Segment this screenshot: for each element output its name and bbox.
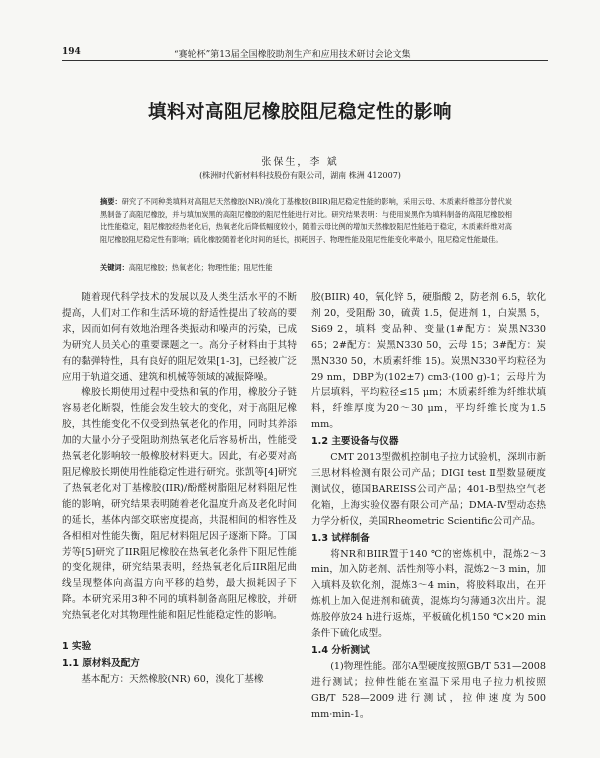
journal-title: “赛轮杯”第13届全国橡胶助剂生产和应用技术研讨会论文集 bbox=[174, 50, 411, 60]
intro-paragraph-2: 橡胶长期使用过程中受热和氧的作用，橡胶分子链容易老化断裂，性能会发生较大的变化，对于高阻尼橡胶，其性能变化不仅受到热氧老化的作用，同时其养添加的大量小分子受阻助剂热氧老化后容易析出，性能受热氧老化影响较一般橡胶材料更大。因此，有必要对高阻尼橡胶长期使用性能稳定性进行研究。张凯等[4]研究了热氧老化对丁基橡胶(IIR)/酚醛树脂阻尼材料阻尼性能的影响，研究结果表明随着老化温度升高及老化时间的延长，基体内部交联密度提高，共混相间的相容性及各相相对性能失衡，阻尼材料阻尼因子逐渐下降。丁国芳等[5]研究了IIR阻尼橡胶在热氧老化条件下阻尼性能的变化规律，研究结果表明，经热氧老化后IIR阻尼曲线呈现整体向高温方向平移的趋势，最大损耗因子下降。本研究采用3种不同的填料制备高阻尼橡胶，并研究热氧老化对其物理性能和阻尼性能稳定性的影响。 bbox=[62, 387, 297, 622]
running-header bbox=[62, 44, 548, 60]
sample-prep-paragraph: 将NR和BIIR置于140 ℃的密炼机中，混炼2～3 min，加入防老剂、活性剂等小料，混炼2～3 min，加入填料及软化剂，混炼3～4 min，将胶料取出，在开炼机上加入促进剂和硫黄，混炼均匀薄通3次出片。混炼胶停放24 h进行返炼，平板硫化机150 ℃×20 min条件下硫化成型。 bbox=[311, 548, 546, 640]
equipment-paragraph: CMT 2013型微机控制电子拉力试验机，深圳市新三思材料检测有限公司产品；DIGI test Ⅱ型数显硬度测试仪，德国BAREISS公司产品；401-B型热空气老化箱，上海实验仪器有限公司产品；DMA-Ⅳ型动态热力学分析仪，美国Rheometric Scientific公司产品。 bbox=[311, 452, 546, 527]
section-heading-experiment: 1 实验 bbox=[62, 641, 92, 653]
subsection-heading-sample-prep: 1.3 试样制备 bbox=[311, 532, 370, 544]
subsection-heading-equipment: 1.2 主要设备与仪器 bbox=[311, 436, 399, 448]
right-column bbox=[311, 290, 546, 722]
intro-paragraph-1: 随着现代科学技术的发展以及人类生活水平的不断提高，人们对工作和生活环境的舒适性提出了较高的要求，因而如何有效地治理各类振动和噪声的污染，已成为研究人员关心的重要课题之一。高分子材料由于其特有的黏弹特性，具有良好的阻尼效果[1-3]，已经被广泛应用于轨道交通、建筑和机械等领域的减振降噪。 bbox=[62, 292, 297, 383]
keywords-text: 高阻尼橡胶；热氧老化；物理性能；阻尼性能 bbox=[128, 263, 273, 272]
abstract-text: 研究了不同种类填料对高阻尼天然橡胶(NR)/溴化丁基橡胶(BIIR)阻尼稳定性能的影响，采用云母、木质素纤维部分替代炭黑制备了高阻尼橡胶，并与填加炭黑的高阻尼橡胶的阻尼性能进行对比。研究结果表明：与使用炭黑作为填料制备的高阻尼橡胶相比性能稳定，阻尼橡胶经热老化后，热氧老化后降低幅度较小，随着云母比例的增加天然橡胶阻尼性能趋于稳定，木质素纤维对高阻尼橡胶阻尼稳定性有影响；硫化橡胶随着老化时间的延长，损耗因子、物理性能及阻尼性能变化率最小，阻尼稳定性能最佳。 bbox=[100, 197, 512, 244]
page-number: 194 bbox=[62, 47, 81, 57]
keywords bbox=[100, 262, 512, 274]
abstract-label: 摘要： bbox=[100, 197, 122, 206]
subsection-heading-testing: 1.4 分析测试 bbox=[311, 644, 370, 656]
formula-paragraph: 基本配方：天然橡胶(NR) 60，溴化丁基橡 bbox=[81, 673, 264, 685]
keywords-label: 关键词： bbox=[100, 263, 129, 272]
formula-continued-paragraph: 胶(BIIR) 40，氧化锌 5，硬脂酸 2，防老剂 6.5，软化剂 20，受阻酚 30，硫黄 1.5，促进剂 1，白炭黑 5，Si69 2，填料 变品种、变量(1#配方：炭黑N330 65；2#配方：炭黑N330 50，云母 15；3#配方：炭黑N330 50，木质素纤维 15)。炭黑N330平均粒径为29 nm，DBP为(102±7) cm3·(100 g)-1；云母片为片层填料，平均粒径≤15 μm；木质素纤维为纤维状填料，纤维厚度为20～30 μm，平均纤维长度为1.5 mm。 bbox=[311, 292, 546, 431]
article-title: 填料对高阻尼橡胶阻尼稳定性的影响 bbox=[147, 102, 452, 123]
header-rule bbox=[62, 60, 548, 61]
article-affiliation: (株洲时代新材料科技股份有限公司，湖南 株洲 412007) bbox=[199, 171, 401, 180]
article-authors: 张保生，李 斌 bbox=[261, 157, 339, 168]
testing-paragraph: (1)物理性能。邵尔A型硬度按照GB/T 531—2008进行测试；拉伸性能在室温下采用电子拉力机按照GB/T 528—2009进行测试，拉伸速度为500 mm·min-1。 bbox=[311, 660, 546, 720]
left-column bbox=[62, 290, 297, 688]
subsection-heading-materials: 1.1 原材料及配方 bbox=[62, 657, 140, 669]
abstract bbox=[100, 196, 512, 246]
